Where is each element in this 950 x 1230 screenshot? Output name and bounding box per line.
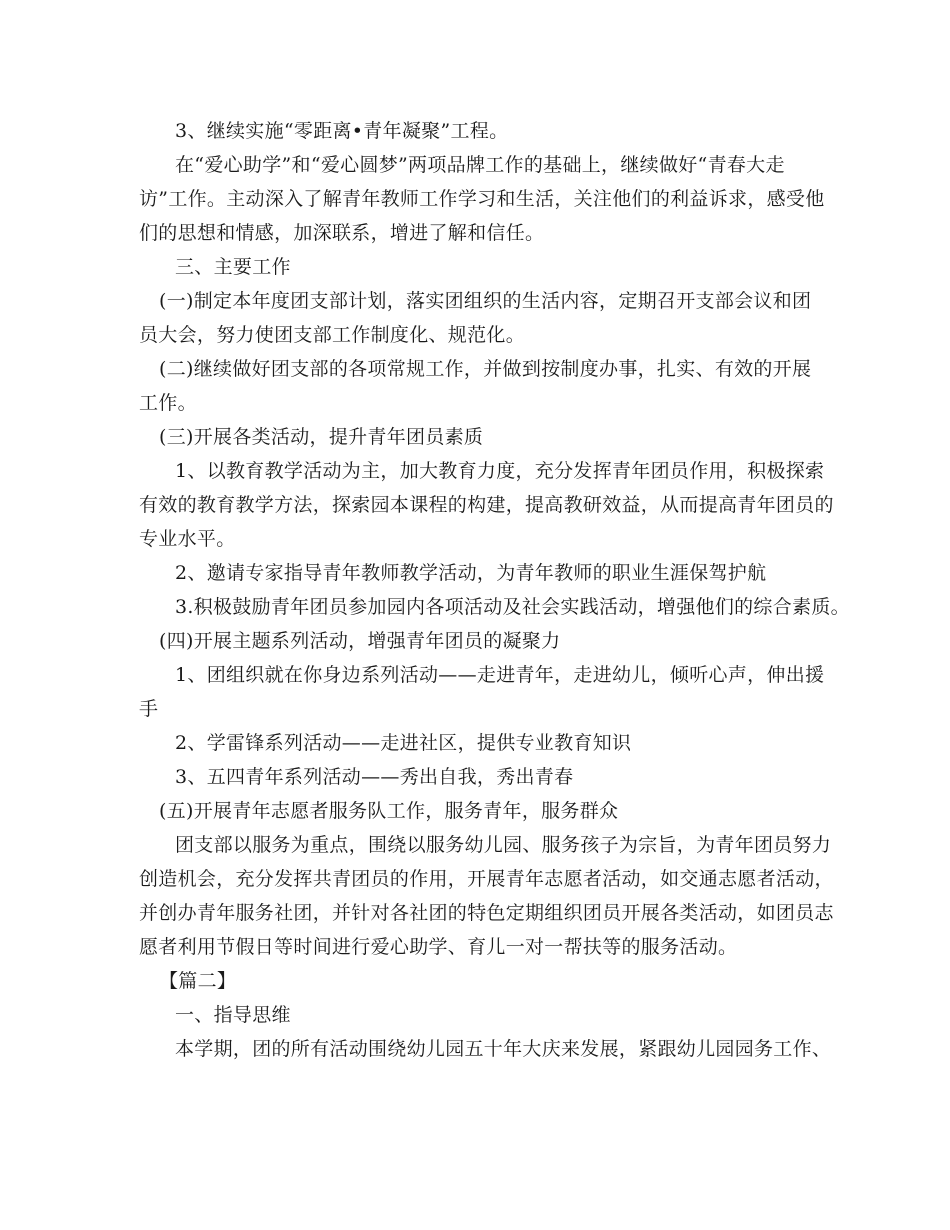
document-body [139, 114, 850, 1066]
paragraph-line: 团支部以服务为重点，围绕以服务幼儿园、服务孩子为宗旨，为青年团员努力 [175, 834, 832, 856]
paragraph-line: 3、五四青年系列活动——秀出自我，秀出青春 [175, 766, 574, 788]
subsection-heading: (四)开展主题系列活动，增强青年团员的凝聚力 [159, 630, 561, 652]
paragraph-line: 手 [139, 698, 159, 720]
paragraph-line: 在“爱心助学”和“爱心圆梦”两项品牌工作的基础上，继续做好“青春大走 [175, 154, 785, 176]
paragraph-line: 3、继续实施“零距离•青年凝聚”工程。 [175, 120, 509, 142]
paragraph-line: 访”工作。主动深入了解青年教师工作学习和生活，关注他们的利益诉求，感受他 [139, 188, 825, 210]
paragraph-line: 1、以教育教学活动为主，加大教育力度，充分发挥青年团员作用，积极探索 [175, 460, 825, 482]
paragraph-line: (二)继续做好团支部的各项常规工作，并做到按制度办事，扎实、有效的开展 [159, 358, 812, 380]
part-heading: 【篇二】 [159, 970, 237, 992]
paragraph-line: 专业水平。 [139, 528, 236, 550]
paragraph-line: (一)制定本年度团支部计划，落实团组织的生活内容，定期召开支部会议和团 [159, 290, 812, 312]
paragraph-line: 2、学雷锋系列活动——走进社区，提供专业教育知识 [175, 732, 632, 754]
section-heading: 三、主要工作 [175, 256, 291, 278]
paragraph-line: 2、邀请专家指导青年教师教学活动，为青年教师的职业生涯保驾护航 [175, 562, 767, 584]
section-heading: 一、指导思维 [175, 1004, 291, 1026]
paragraph-line: 愿者利用节假日等时间进行爱心助学、育儿一对一帮扶等的服务活动。 [139, 936, 738, 958]
paragraph-line: 有效的教育教学方法，探索园本课程的构建，提高教研效益，从而提高青年团员的 [139, 494, 834, 516]
paragraph-line: 们的思想和情感，加深联系，增进了解和信任。 [139, 222, 545, 244]
subsection-heading: (三)开展各类活动，提升青年团员素质 [159, 426, 484, 448]
paragraph-line: 1、团组织就在你身边系列活动——走进青年，走进幼儿，倾听心声，伸出援 [175, 664, 825, 686]
paragraph-line: 创造机会，充分发挥共青团员的作用，开展青年志愿者活动，如交通志愿者活动， [139, 868, 834, 890]
paragraph-line: 员大会，努力使团支部工作制度化、规范化。 [139, 324, 526, 346]
paragraph-line: 工作。 [139, 392, 197, 414]
paragraph-line: 3.积极鼓励青年团员参加园内各项活动及社会实践活动，增强他们的综合素质。 [175, 596, 850, 618]
paragraph-line: 并创办青年服务社团，并针对各社团的特色定期组织团员开展各类活动，如团员志 [139, 902, 834, 924]
subsection-heading: (五)开展青年志愿者服务队工作，服务青年，服务群众 [159, 800, 619, 822]
paragraph-line: 本学期，团的所有活动围绕幼儿园五十年大庆来发展，紧跟幼儿园园务工作、 [175, 1038, 832, 1060]
